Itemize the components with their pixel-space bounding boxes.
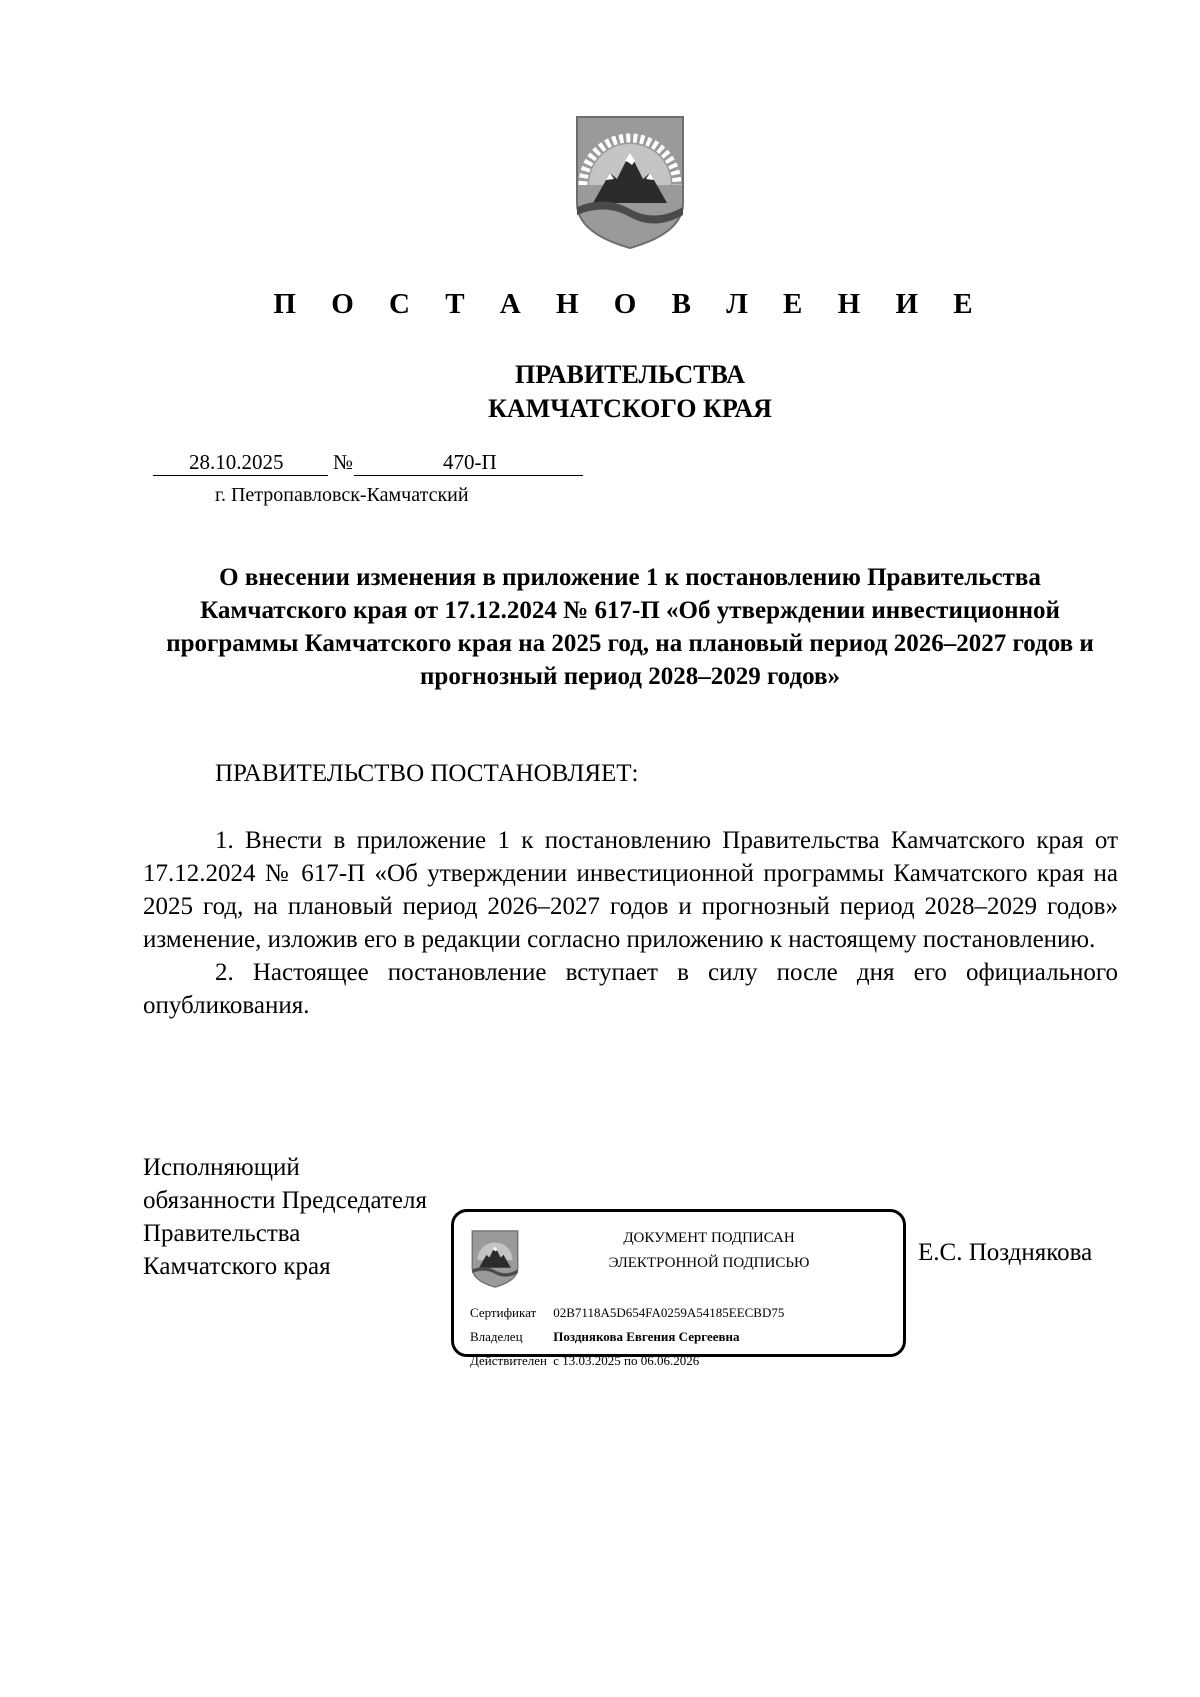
paragraph-2: 2. Настоящее постановление вступает в силу после дня его официального опубликования. xyxy=(143,959,1118,1019)
signer-position-line: Исполняющий xyxy=(143,1154,300,1181)
signer-name: Е.С. Позднякова xyxy=(918,1239,1093,1266)
issuer-heading xyxy=(0,358,1200,426)
date-number-line xyxy=(153,450,583,476)
number-underline xyxy=(354,475,583,476)
document-body xyxy=(143,824,1118,1022)
electronic-signature-stamp xyxy=(451,1209,906,1368)
document-date: 28.10.2025 xyxy=(189,450,284,474)
paragraph-1: 1. Внести в приложение 1 к постановлению Правительства Камчатского края от 17.12.2024 № 617-П «Об утверждении инвестиционной программы Камчатского края на 2025 год, на плановый период 2026–2027 годов и прогнозный период 2028–2029 годов» изменение, изложив его в редакции согласно приложению к настоящему постановлению. xyxy=(143,827,1118,953)
valid-label: Действителен xyxy=(470,1353,547,1368)
number-sign: № xyxy=(333,450,354,474)
signer-position-line: Правительства xyxy=(143,1220,301,1247)
signer-position xyxy=(143,1151,427,1283)
owner-label: Владелец xyxy=(470,1329,523,1344)
stamp-validity-row xyxy=(470,1349,784,1373)
valid-value: с 13.03.2025 по 06.06.2026 xyxy=(553,1353,700,1368)
city-line: г. Петропавловск-Камчатский xyxy=(215,484,469,506)
issuer-line-1: ПРАВИТЕЛЬСТВА xyxy=(515,360,745,389)
stamp-owner-row xyxy=(470,1325,784,1349)
stamp-heading-line-2: ЭЛЕКТРОННОЙ ПОДПИСЬЮ xyxy=(608,1255,810,1271)
stamp-heading xyxy=(524,1226,894,1276)
coat-of-arms-icon xyxy=(575,115,685,250)
stamp-heading-line-1: ДОКУМЕНТ ПОДПИСАН xyxy=(623,1230,795,1246)
preamble: ПРАВИТЕЛЬСТВО ПОСТАНОВЛЯЕТ: xyxy=(215,760,639,787)
date-underline xyxy=(153,475,328,476)
stamp-certificate-row xyxy=(470,1301,784,1325)
owner-value: Позднякова Евгения Сергеевна xyxy=(553,1329,740,1344)
document-type-title: П О С Т А Н О В Л Е Н И Е xyxy=(273,288,987,320)
signer-position-line: Камчатского края xyxy=(143,1253,331,1280)
issuer-line-2: КАМЧАТСКОГО КРАЯ xyxy=(488,394,772,423)
document-number: 470-П xyxy=(443,450,497,474)
signer-position-line: обязанности Председателя xyxy=(143,1187,427,1214)
stamp-coat-of-arms-icon xyxy=(471,1230,519,1288)
stamp-details xyxy=(470,1301,784,1373)
certificate-value: 02B7118A5D654FA0259A54185EECBD75 xyxy=(553,1305,785,1320)
document-subject: О внесении изменения в приложение 1 к постановлению Правительства Камчатского края от 17.12.2024 № 617-П «Об утверждении инвестиционной программы Камчатского края на 2025 год, на плановый период 2026–2027 годов и прогнозный период 2028–2029 годов» xyxy=(166,564,1094,690)
certificate-label: Сертификат xyxy=(470,1305,537,1320)
